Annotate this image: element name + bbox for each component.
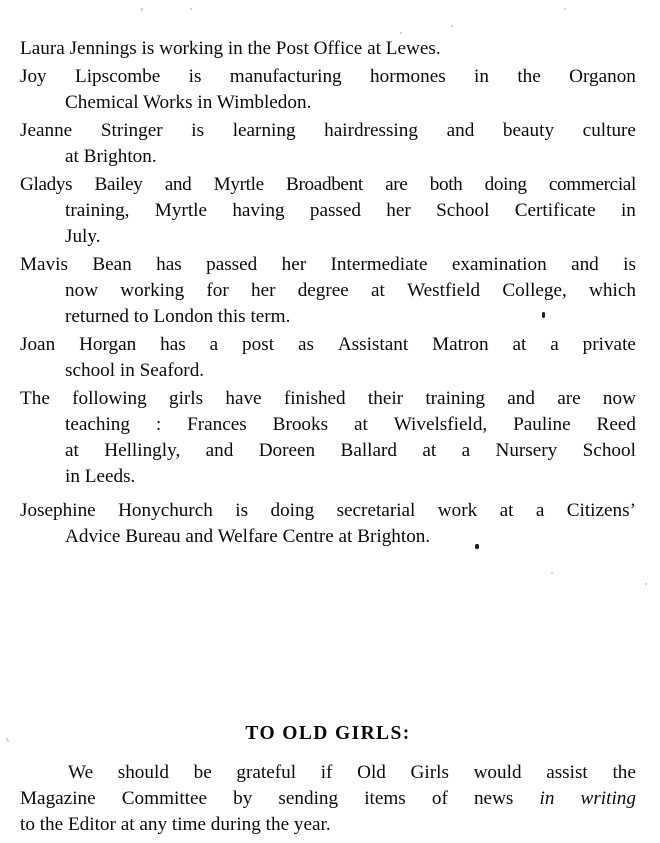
dust-speck-upper-left bbox=[141, 8, 143, 11]
text-line: now working for her degree at Westfield College, which bbox=[65, 280, 636, 301]
dust-speck-far-right bbox=[645, 583, 647, 585]
dust-speck-upper-mid bbox=[190, 8, 192, 10]
text-line: school in Seaford. bbox=[65, 360, 205, 381]
text-line: teaching : Frances Brooks at Wivelsfield, Pauline Reed bbox=[65, 414, 636, 435]
news-entry-joan-horgan bbox=[20, 332, 636, 384]
text-line: Josephine Honychurch is doing secretarial work at a Citizens’ bbox=[20, 500, 636, 521]
dust-speck-upper-right bbox=[400, 32, 402, 34]
news-entry-josephine-honychurch bbox=[20, 498, 636, 550]
text-line: Jeanne Stringer is learning hairdressing and beauty culture bbox=[20, 120, 636, 141]
text-line: July. bbox=[65, 226, 101, 247]
text-line: at Hellingly, and Doreen Ballard at a Nursery School bbox=[65, 440, 636, 461]
text-line: Laura Jennings is working in the Post Office at Lewes. bbox=[20, 38, 441, 59]
old-girls-news-list bbox=[20, 36, 636, 552]
text-line: in Leeds. bbox=[65, 466, 136, 487]
dust-speck-left-lower bbox=[6, 738, 8, 740]
news-entry-laura-jennings bbox=[20, 36, 636, 62]
dust-speck-right-edge bbox=[564, 8, 566, 10]
text-line: Advice Bureau and Welfare Centre at Brighton. bbox=[65, 526, 431, 547]
text-line: Chemical Works in Wimbledon. bbox=[65, 92, 312, 113]
text-line: Joan Horgan has a post as Assistant Matron at a private bbox=[20, 334, 636, 355]
text-line: The following girls have finished their training and are now bbox=[20, 388, 636, 409]
dust-speck-lower-right bbox=[551, 572, 553, 574]
text-line: returned to London this term. bbox=[65, 306, 291, 327]
text-line: Gladys Bailey and Myrtle Broadbent are both doing commercial bbox=[20, 174, 636, 195]
text-line: Magazine Committee by sending items of news in writing bbox=[20, 788, 636, 809]
news-entry-mavis-bean bbox=[20, 252, 636, 330]
text-line: Joy Lipscombe is manufacturing hormones in the Organon bbox=[20, 66, 636, 87]
news-entry-jeanne-stringer bbox=[20, 118, 636, 170]
news-entry-joy-lipscombe bbox=[20, 64, 636, 116]
text-line: Mavis Bean has passed her Intermediate examination and is bbox=[20, 254, 636, 275]
to-old-girls-body bbox=[20, 760, 636, 838]
text-line: to the Editor at any time during the year. bbox=[20, 814, 331, 835]
to-old-girls-heading: TO OLD GIRLS: bbox=[245, 723, 411, 744]
dust-speck-top-right bbox=[451, 25, 453, 27]
news-entry-teaching-girls bbox=[20, 386, 636, 490]
text-line: at Brighton. bbox=[65, 146, 157, 167]
to-old-girls-section bbox=[20, 722, 636, 838]
text-line: We should be grateful if Old Girls would assist the bbox=[68, 762, 636, 783]
dust-speck-left-margin bbox=[7, 740, 9, 742]
news-entry-gladys-bailey-myrtle-broadbent bbox=[20, 172, 636, 250]
text-line: training, Myrtle having passed her School Certificate in bbox=[65, 200, 636, 221]
